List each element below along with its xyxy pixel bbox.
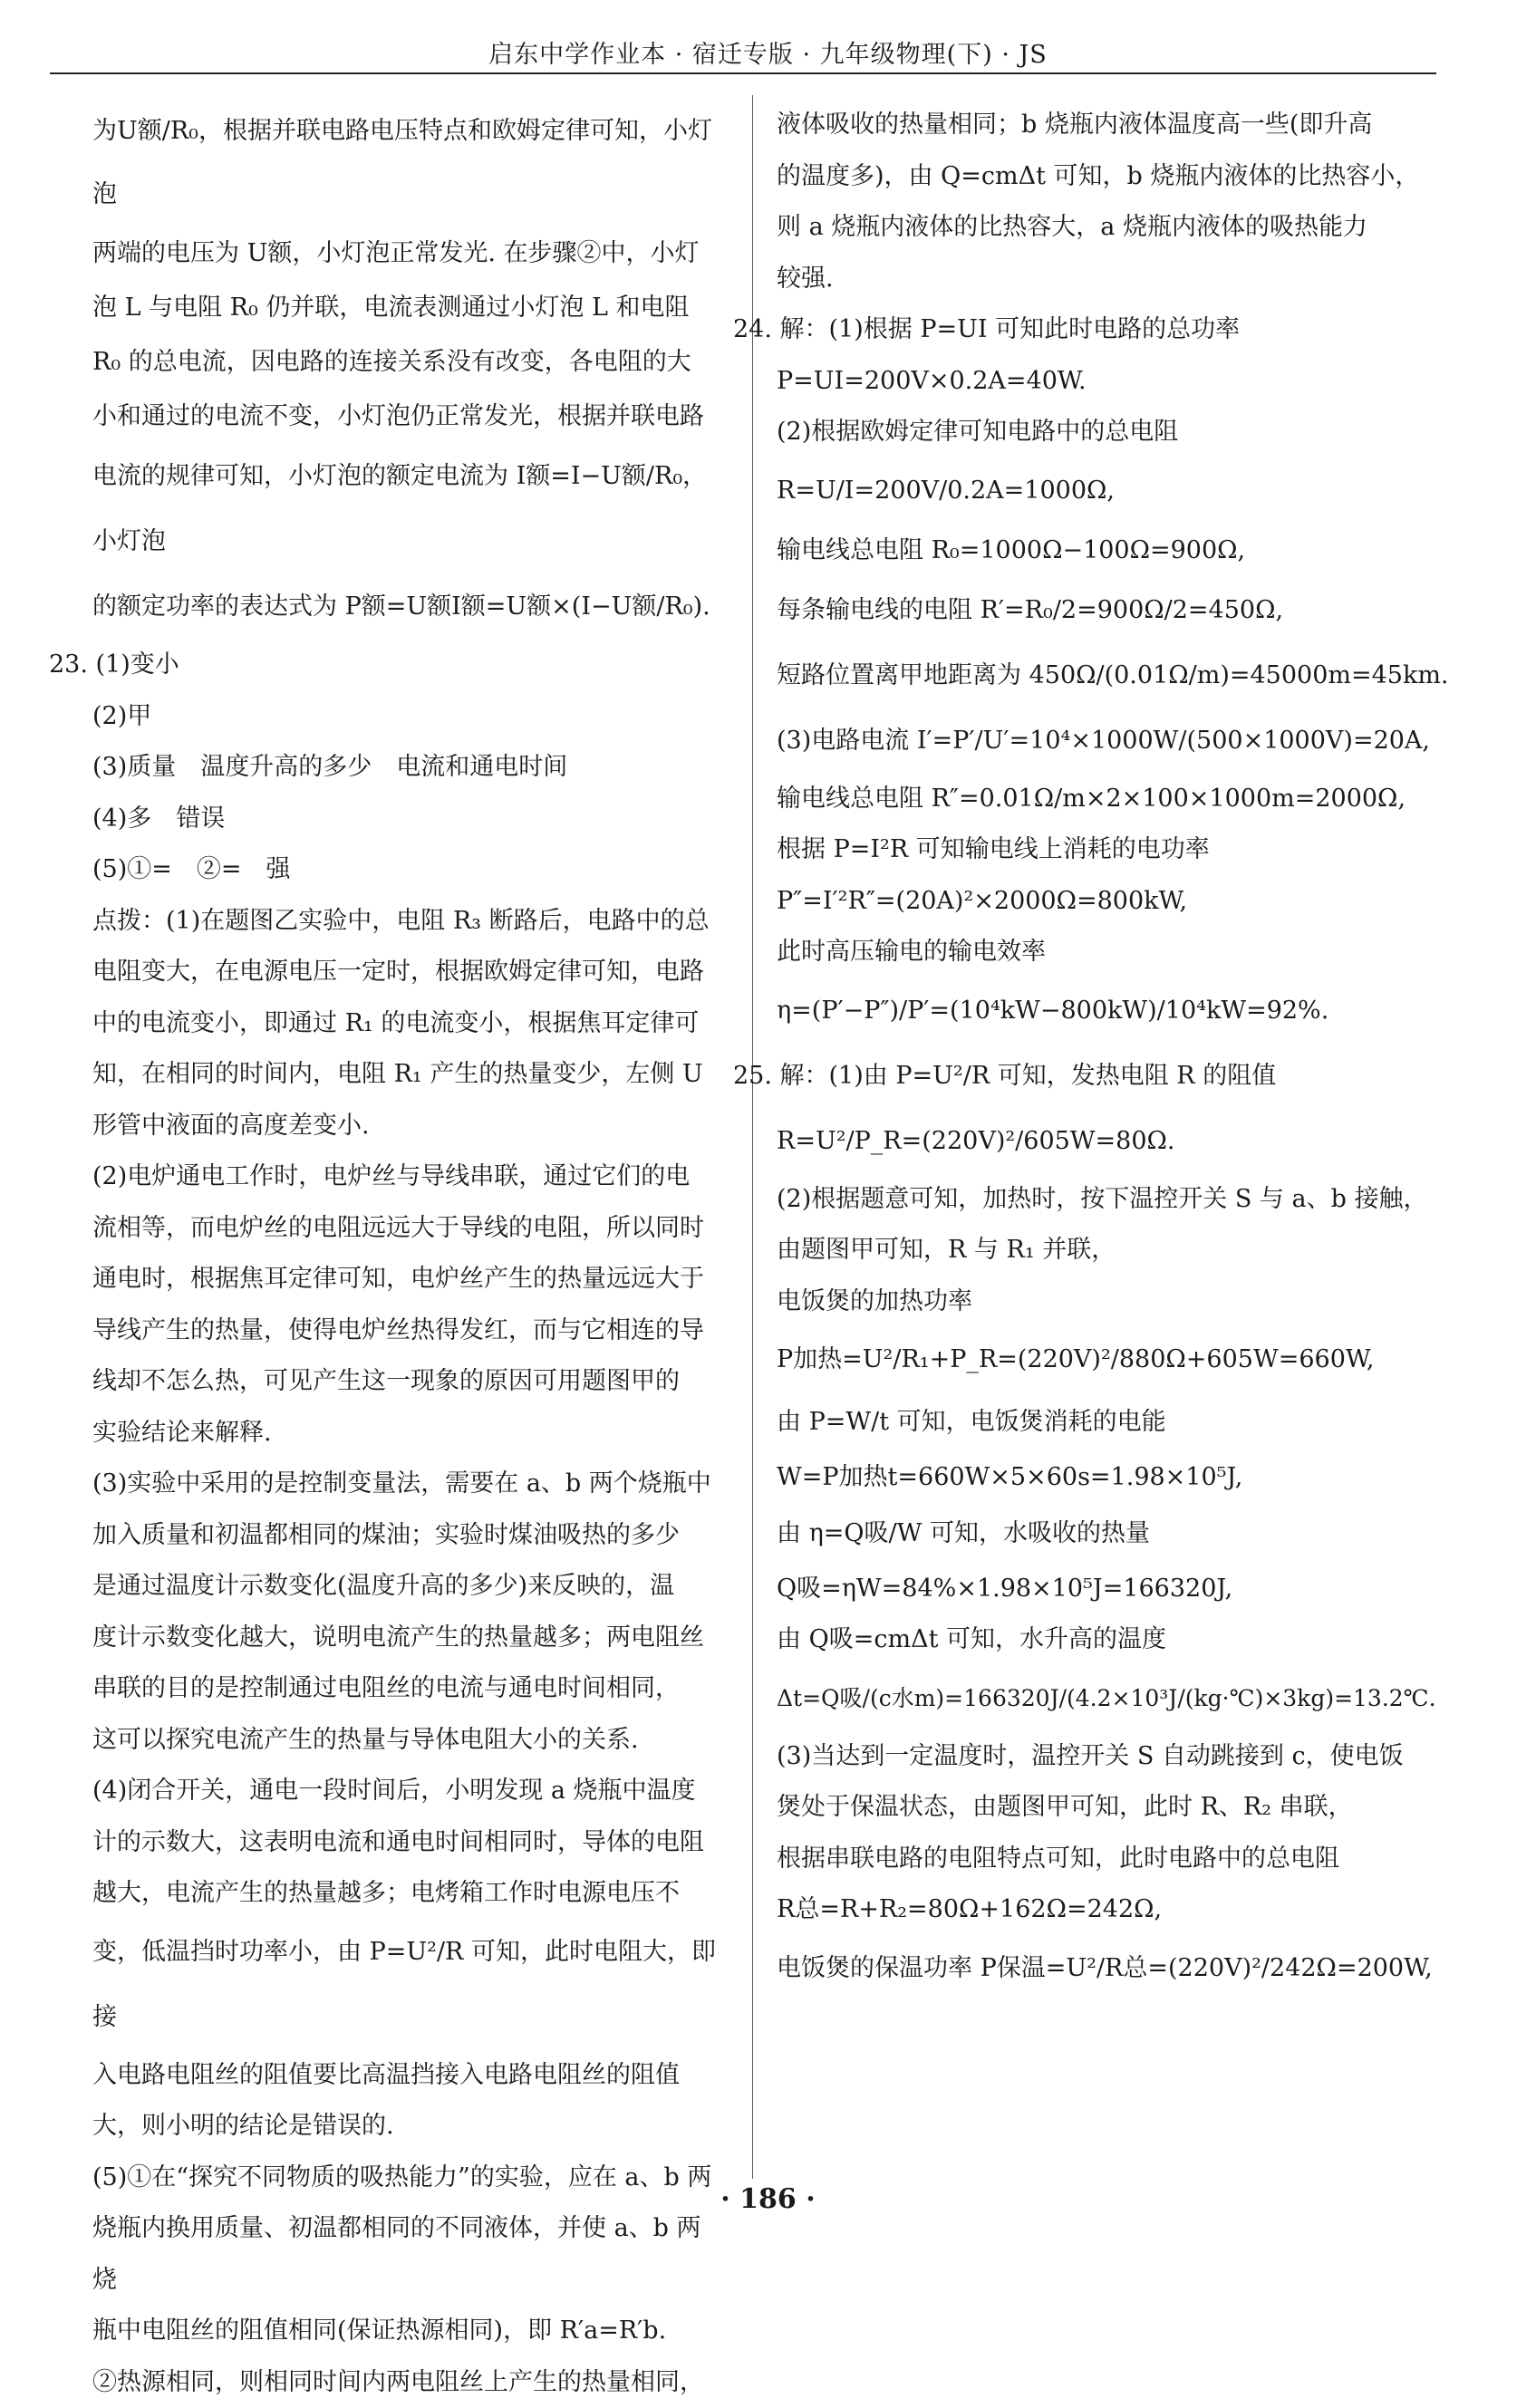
text-line: 实验结论来解释.	[92, 1408, 725, 1459]
text-line: (3)质量 温度升高的多少 电流和通电时间	[92, 742, 725, 794]
formula-line: Δt=Q吸/(c水m)=166320J/(4.2×10³J/(kg·℃)×3kg)=13.2℃.	[777, 1666, 1461, 1731]
text-line: P=UI=200V×0.2A=40W.	[777, 356, 1461, 408]
text-line: (5)①= ②= 强	[92, 844, 725, 896]
text-line: (2)电炉通电工作时，电炉丝与导线串联，通过它们的电	[92, 1151, 725, 1203]
text-line: 是通过温度计示数变化(温度升高的多少)来反映的，温	[92, 1561, 725, 1613]
text-line: (2)根据欧姆定律可知电路中的总电阻	[777, 407, 1461, 458]
formula-line: P加热=U²/R₁+P_R=(220V)²/880Ω+605W=660W,	[777, 1327, 1461, 1392]
answer-24: 24. 解：(1)根据 P=UI 可知此时电路的总功率	[733, 304, 1461, 356]
text-line: 电流的规律可知，小灯泡的额定电流为 I额=I−U额/R₀，小灯泡	[92, 444, 725, 574]
text-line: 瓶中电阻丝的阻值相同(保证热源相同)，即 R′a=R′b.	[92, 2306, 725, 2357]
text-line: (2)甲	[92, 691, 725, 743]
text-line: W=P加热t=660W×5×60s=1.98×10⁵J,	[777, 1452, 1461, 1504]
right-column	[777, 100, 1461, 2001]
text-line: 根据串联电路的电阻特点可知，此时电路中的总电阻	[777, 1834, 1461, 1885]
text-line: 根据 P=I²R 可知输电线上消耗的电功率	[777, 824, 1461, 876]
text-line: 度计示数变化越大，说明电流产生的热量越多；两电阻丝	[92, 1613, 725, 1664]
text-line: 泡 L 与电阻 R₀ 仍并联，电流表测通过小灯泡 L 和电阻	[92, 281, 725, 335]
text-line: ②热源相同，则相同时间内两电阻丝上产生的热量相同，	[92, 2357, 725, 2408]
text-line: 通电时，根据焦耳定律可知，电炉丝产生的热量远远大于	[92, 1254, 725, 1305]
formula-line: (3)电路电流 I′=P′/U′=10⁴×1000W/(500×1000V)=20A,	[777, 708, 1461, 774]
text-line: 两端的电压为 U额，小灯泡正常发光. 在步骤②中，小灯	[92, 226, 725, 281]
text-line: R₀ 的总电流，因电路的连接关系没有改变，各电阻的大	[92, 335, 725, 390]
column-divider	[752, 95, 753, 2179]
text-line: 输电线总电阻 R₀=1000Ω−100Ω=900Ω,	[777, 524, 1461, 578]
text-line: 这可以探究电流产生的热量与导体电阻大小的关系.	[92, 1715, 725, 1767]
text-line: 煲处于保温状态，由题图甲可知，此时 R、R₂ 串联，	[777, 1782, 1461, 1834]
text-line: 知，在相同的时间内，电阻 R₁ 产生的热量变少，左侧 U	[92, 1049, 725, 1101]
text-line: Q吸=ηW=84%×1.98×10⁵J=166320J,	[777, 1564, 1461, 1615]
hint-line: 点拨：(1)在题图乙实验中，电阻 R₃ 断路后，电路中的总	[92, 896, 725, 948]
text-line: 加入质量和初温都相同的煤油；实验时煤油吸热的多少	[92, 1510, 725, 1562]
text-line: 电饭煲的加热功率	[777, 1276, 1461, 1328]
text-line: 小和通过的电流不变，小灯泡仍正常发光，根据并联电路	[92, 390, 725, 444]
text-line: (4)多 错误	[92, 794, 725, 845]
text-line: 形管中液面的高度差变小.	[92, 1101, 725, 1152]
formula-line: 由 η=Q吸/W 可知，水吸收的热量	[777, 1504, 1461, 1564]
answer-23: 23. (1)变小	[49, 640, 725, 691]
text-line: 液体吸收的热量相同；b 烧瓶内液体温度高一些(即升高	[777, 100, 1461, 151]
text-line: P″=I′²R″=(20A)²×2000Ω=800kW,	[777, 876, 1461, 928]
text-line: 串联的目的是控制通过电阻丝的电流与通电时间相同，	[92, 1663, 725, 1715]
page-header: 启东中学作业本 · 宿迁专版 · 九年级物理(下) · JS	[0, 34, 1536, 70]
text-line: 大，则小明的结论是错误的.	[92, 2101, 725, 2153]
formula-line: 短路位置离甲地距离为 450Ω/(0.01Ω/m)=45000m=45km.	[777, 643, 1461, 708]
left-column	[92, 100, 725, 2408]
text-line: 线却不怎么热，可见产生这一现象的原因可用题图甲的	[92, 1356, 725, 1408]
text-line: (4)闭合开关，通电一段时间后，小明发现 a 烧瓶中温度	[92, 1766, 725, 1817]
header-rule	[50, 72, 1436, 74]
text-line: 越大，电流产生的热量越多；电烤箱工作时电源电压不	[92, 1868, 725, 1920]
text-line: 电阻变大，在电源电压一定时，根据欧姆定律可知，电路	[92, 947, 725, 998]
text-line: 由题图甲可知，R 与 R₁ 并联，	[777, 1225, 1461, 1276]
formula-line: 电饭煲的保温功率 P保温=U²/R总=(220V)²/242Ω=200W,	[777, 1936, 1461, 2001]
text-line: 变，低温挡时功率小，由 P=U²/R 可知，此时电阻大，即接	[92, 1920, 725, 2050]
text-line: 的额定功率的表达式为 P额=U额I额=U额×(I−U额/R₀).	[92, 574, 725, 640]
text-line: (3)实验中采用的是控制变量法，需要在 a、b 两个烧瓶中	[92, 1459, 725, 1510]
text-line: 的温度多)，由 Q=cmΔt 可知，b 烧瓶内液体的比热容小，	[777, 151, 1461, 203]
formula-line: 每条输电线的电阻 R′=R₀/2=900Ω/2=450Ω,	[777, 578, 1461, 643]
text-line: 中的电流变小，即通过 R₁ 的电流变小，根据焦耳定律可	[92, 998, 725, 1050]
text-line: 导线产生的热量，使得电炉丝热得发红，而与它相连的导	[92, 1305, 725, 1357]
text-line: 输电线总电阻 R″=0.01Ω/m×2×100×1000m=2000Ω,	[777, 774, 1461, 825]
page-number: · 186 ·	[0, 2183, 1536, 2215]
text-line: 由 Q吸=cmΔt 可知，水升高的温度	[777, 1614, 1461, 1666]
text-line: 较强.	[777, 254, 1461, 305]
answer-25: 25. 解：(1)由 P=U²/R 可知，发热电阻 R 的阻值	[733, 1044, 1461, 1109]
text-line: 烧瓶内换用质量、初温都相同的不同液体，并使 a、b 两烧	[92, 2203, 725, 2306]
text-line: (5)①在“探究不同物质的吸热能力”的实验，应在 a、b 两	[92, 2153, 725, 2204]
text-line: 计的示数大，这表明电流和通电时间相同时，导体的电阻	[92, 1817, 725, 1869]
text-line: R总=R+R₂=80Ω+162Ω=242Ω,	[777, 1884, 1461, 1936]
text-line: 此时高压输电的输电效率	[777, 927, 1461, 978]
text-line: (3)当达到一定温度时，温控开关 S 自动跳接到 c，使电饭	[777, 1731, 1461, 1783]
formula-line: 由 P=W/t 可知，电饭煲消耗的电能	[777, 1392, 1461, 1452]
text-line: 则 a 烧瓶内液体的比热容大，a 烧瓶内液体的吸热能力	[777, 202, 1461, 254]
text-line: (2)根据题意可知，加热时，按下温控开关 S 与 a、b 接触，	[777, 1174, 1461, 1226]
formula-line: η=(P′−P″)/P′=(10⁴kW−800kW)/10⁴kW=92%.	[777, 978, 1461, 1044]
formula-line: R=U²/P_R=(220V)²/605W=80Ω.	[777, 1109, 1461, 1174]
formula-line: R=U/I=200V/0.2A=1000Ω,	[777, 458, 1461, 524]
text-line: 入电路电阻丝的阻值要比高温挡接入电路电阻丝的阻值	[92, 2050, 725, 2102]
text-line: 流相等，而电炉丝的电阻远远大于导线的电阻，所以同时	[92, 1203, 725, 1255]
text-line: 为U额/R₀，根据并联电路电压特点和欧姆定律可知，小灯泡	[92, 100, 725, 226]
